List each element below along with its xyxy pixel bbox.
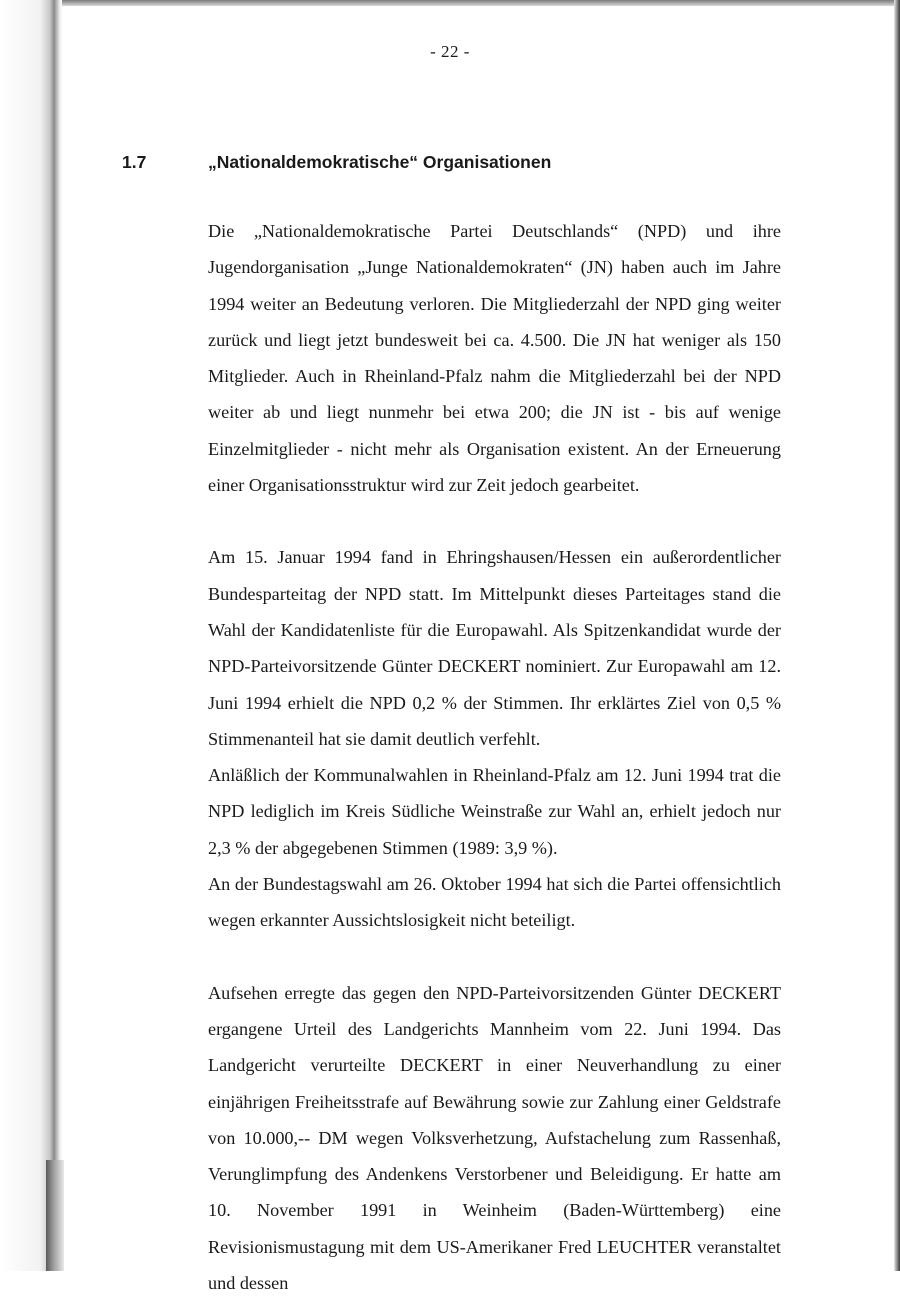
paragraph-npd-membership: Die „Nationaldemokratische Partei Deutschlands“ (NPD) und ihre Jugendorganisation „Junge Nationaldemokraten“ (JN) haben auch im Jahre 1994 weiter an Bedeutung verloren. Die Mitgliederzahl der NPD ging weiter zurück und liegt jetzt bundesweit bei ca. 4.500. Die JN hat weniger als 150 Mitglieder. Auch in Rheinland-Pfalz nahm die Mitgliederzahl bei der NPD weiter ab und liegt nunmehr bei etwa 200; die JN ist - bis auf wenige Einzelmitglieder - nicht mehr als Organisation existent. An der Erneuerung einer Organisationsstruktur wird zur Zeit jedoch gearbeitet. bbox=[208, 221, 781, 496]
scan-border-left bbox=[0, 0, 62, 1271]
scan-border-right bbox=[894, 0, 900, 1271]
page-number: - 22 - bbox=[430, 42, 470, 61]
paragraph-deckert-verdict: Aufsehen erregte das gegen den NPD-Parteivorsitzenden Günter DECKERT ergangene Urteil des Landgerichts Mannheim vom 22. Juni 1994. Das Landgericht verurteilte DECKERT in einer Neuverhandlung zu einer einjährigen Freiheitsstrafe auf Bewährung sowie zur Zahlung einer Geldstrafe von 10.000,-- DM wegen Volksverhetzung, Aufstachelung zum Rassenhaß, Verunglimpfung des Andenkens Verstorbener und Beleidigung. Er hatte am 10. November 1991 in Weinheim (Baden-Württemberg) eine Revisionismustagung mit dem US-Amerikaner Fred LEUCHTER veranstaltet und dessen bbox=[208, 982, 781, 1294]
body-text bbox=[208, 213, 781, 1301]
scan-border-top bbox=[48, 0, 900, 6]
section-title: „Nationaldemokratische“ Organisationen bbox=[208, 152, 552, 172]
paragraph-federal-election: An der Bundestagswahl am 26. Oktober 1994 hat sich die Partei offensichtlich wegen erkannter Aussichtslosigkeit nicht beteiligt. bbox=[208, 874, 781, 931]
paragraph-party-congress: Am 15. Januar 1994 fand in Ehringshausen/Hessen ein außerordentlicher Bundesparteitag der NPD statt. Im Mittelpunkt dieses Parteitages stand die Wahl der Kandidatenliste für die Europawahl. Als Spitzenkandidat wurde der NPD-Parteivorsitzende Günter DECKERT nominiert. Zur Europawahl am 12. Juni 1994 erhielt die NPD 0,2 % der Stimmen. Ihr erklärtes Ziel von 0,5 % Stimmenanteil hat sie damit deutlich verfehlt. bbox=[208, 547, 781, 749]
scan-border-left-shadow bbox=[46, 1160, 64, 1271]
paragraph-municipal-elections: Anläßlich der Kommunalwahlen in Rheinland-Pfalz am 12. Juni 1994 trat die NPD lediglich im Kreis Südliche Weinstraße zur Wahl an, erhielt jedoch nur 2,3 % der abgegebenen Stimmen (1989: 3,9 %). bbox=[208, 765, 781, 858]
section-number: 1.7 bbox=[122, 152, 147, 172]
